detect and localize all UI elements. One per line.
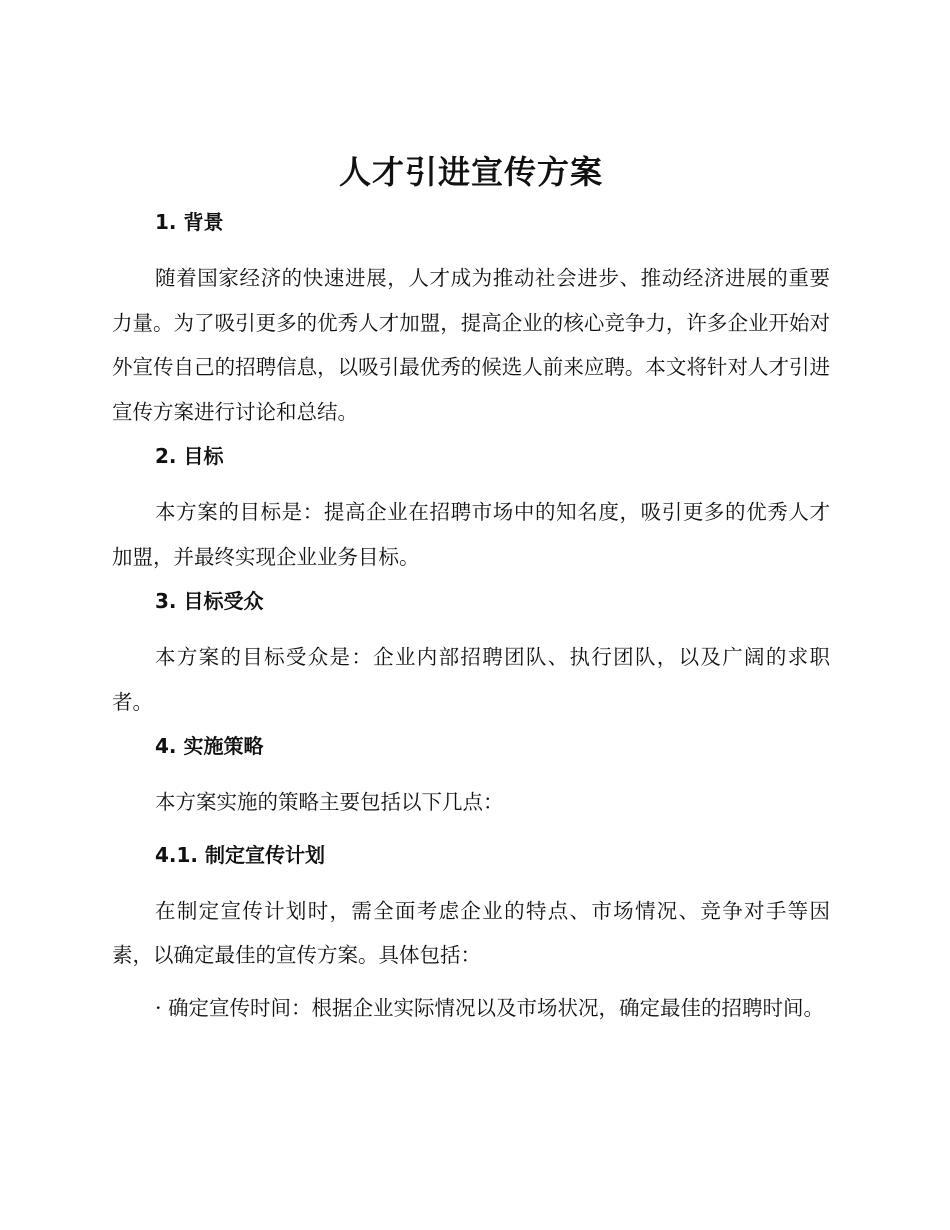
section-heading-goal: 2. 目标 [155, 444, 224, 468]
document-title: 人才引进宣传方案 [338, 153, 603, 191]
section-heading-background: 1. 背景 [155, 210, 224, 234]
section-paragraph-strategy: 本方案实施的策略主要包括以下几点： [155, 790, 504, 814]
section-paragraph-goal: 本方案的目标是：提高企业在招聘市场中的知名度，吸引更多的优秀人才加盟，并最终实现企业业务目标。 [112, 500, 830, 569]
section-paragraph-background: 随着国家经济的快速进展，人才成为推动社会进步、推动经济进展的重要力量。为了吸引更多的优秀人才加盟，提高企业的核心竞争力，许多企业开始对外宣传自己的招聘信息，以吸引最优秀的候选人前来应聘。本文将针对人才引进宣传方案进行讨论和总结。 [112, 266, 830, 424]
section-heading-publicity-plan: 4.1. 制定宣传计划 [155, 842, 325, 867]
section-paragraph-publicity-plan: 在制定宣传计划时，需全面考虑企业的特点、市场情况、竞争对手等因素，以确定最佳的宣传方案。具体包括： [112, 898, 830, 967]
bullet-item-publicity-time: · 确定宣传时间：根据企业实际情况以及市场状况，确定最佳的招聘时间。 [155, 995, 825, 1020]
section-heading-strategy: 4. 实施策略 [155, 734, 264, 758]
section-heading-audience: 3. 目标受众 [155, 589, 264, 613]
section-paragraph-audience: 本方案的目标受众是：企业内部招聘团队、执行团队，以及广阔的求职者。 [112, 645, 830, 714]
document-page [112, 148, 830, 1038]
